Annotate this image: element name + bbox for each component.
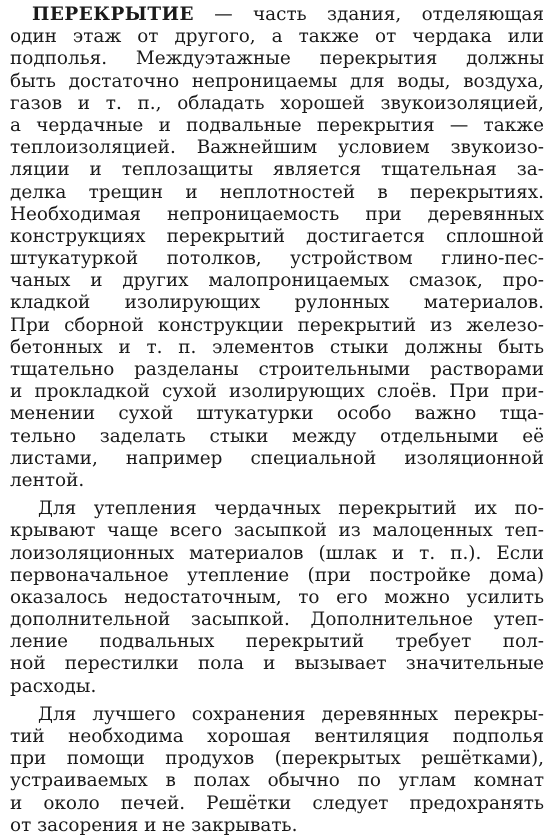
article-term: ПЕРЕКРЫТИЕ [32, 4, 194, 25]
text-line: лентой. [10, 469, 85, 491]
text-line: листами, например специальной изоляционной [10, 447, 544, 469]
text-line: а чердачные и подвальные перекрытия — также [10, 114, 544, 136]
text-line-rest: — часть здания, отделяющая [193, 4, 544, 25]
paragraph-3 [10, 704, 544, 837]
text-line: Для лучшего сохранения деревянных перекры- [38, 703, 544, 725]
text-line: подполья. Междуэтажные перекрытия должны [10, 48, 544, 70]
text-line: теплоизоляцией. Важнейшим условием звукоизо- [10, 137, 544, 159]
text-line: бетонных и т. п. элементов стыки должны быть [10, 336, 544, 358]
text-line: тий необходима хорошая вентиляция подполья [10, 726, 544, 747]
text-line: тельно заделать стыки между отдельными её [10, 425, 544, 447]
text-line: Необходимая непроницаемость при деревянных [10, 203, 544, 225]
text-line: менении сухой штукатурки особо важно тща- [10, 403, 544, 425]
text-line: чаных и других малопроницаемых смазок, про- [10, 270, 544, 292]
text-line: ление подвальных перекрытий требует пол- [10, 631, 544, 653]
text-line: штукатуркой потолков, устройством глино-пес- [10, 248, 544, 270]
paragraph-1 [10, 4, 544, 492]
text-line: дополнительной засыпкой. Дополнительное утеп- [10, 609, 544, 631]
text-line: первоначальное утепление (при постройке дома) [10, 564, 544, 586]
text-line: один этаж от другого, а также от чердака или [10, 26, 544, 48]
text-line: лоизоляционных материалов (шлак и т. п.). Если [10, 542, 544, 564]
text-line: При сборной конструкции перекрытий из железо- [10, 314, 544, 336]
article [10, 4, 544, 837]
text-line: тщательно разделаны строительными растворами [10, 359, 544, 380]
text-line: от засорения и не закрывать. [10, 814, 298, 836]
text-line: оказалось недостаточным, то его можно усилить [10, 586, 544, 608]
text-line: крывают чаще всего засыпкой из малоценных теп- [10, 520, 544, 542]
text-line: и около печей. Решётки следует предохранять [10, 792, 544, 814]
text-line: быть достаточно непроницаемы для воды, воздуха, [10, 70, 544, 92]
text-line: конструкциях перекрытий достигается сплошной [10, 225, 544, 247]
text-line: Для утепления чердачных перекрытий их по- [38, 498, 544, 520]
text-line: устраиваемых в полах обычно по углам комнат [10, 770, 544, 792]
text-line: ляции и теплозащиты является тщательная за- [10, 159, 544, 181]
text-line: ной перестилки пола и вызывает значительные [10, 653, 544, 675]
text-line: при помощи продухов (перекрытых решётками), [10, 748, 544, 770]
text-line: кладкой изолирующих рулонных материалов. [10, 292, 544, 314]
text-line: газов и т. п., обладать хорошей звукоизоляцией, [10, 92, 544, 114]
text-line [10, 4, 544, 26]
text-line: и прокладкой сухой изолирующих слоёв. При при- [10, 381, 544, 403]
paragraph-2 [10, 498, 544, 698]
text-line: расходы. [10, 675, 97, 697]
text-line: делка трещин и неплотностей в перекрытиях. [10, 181, 544, 203]
